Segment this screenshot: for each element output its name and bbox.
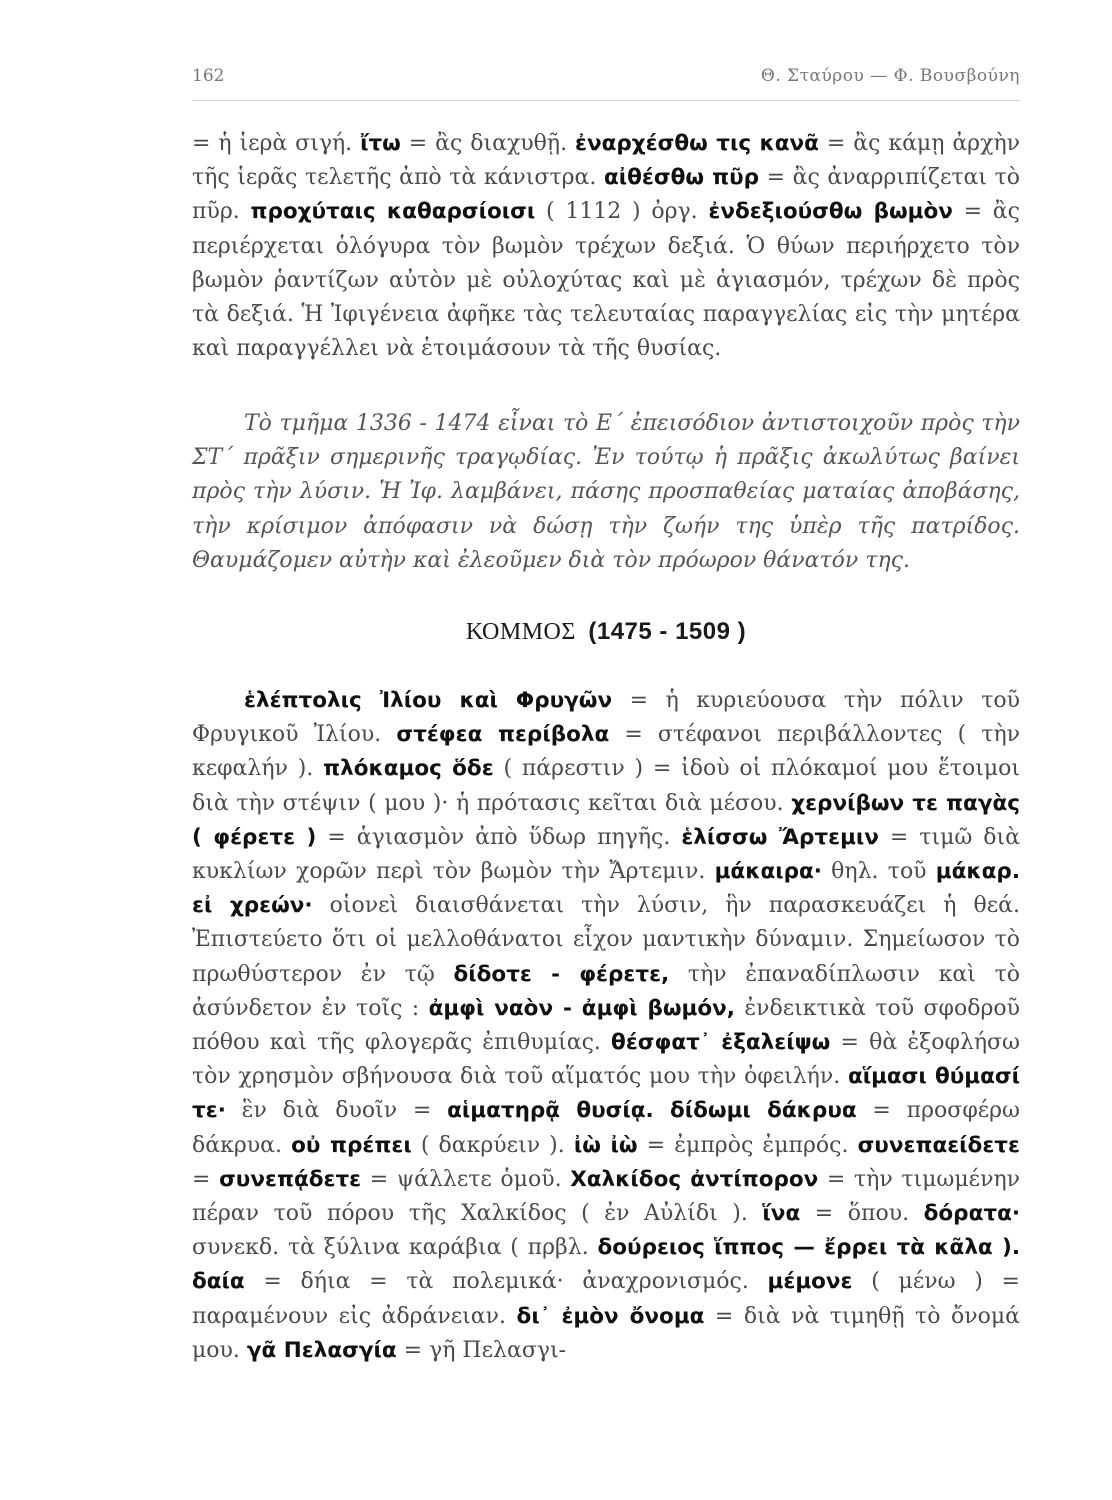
lemma: αἰθέσθω πῦρ [603,165,760,191]
lemma: προχύταις καθαρσίοισι [250,199,536,225]
page-number: 162 [192,66,225,86]
gloss-text: ( πάρεστιν ) = ἰδοὺ οἱ πλόκαμοί μου ἕτοιμοι διὰ τὴν στέψιν ( μου )· ἡ πρότασις κεῖται διὰ μέσου. [192,756,1021,816]
lemma: αἱματηρᾷ θυσίᾳ. δίδωμι δάκρυα [447,1098,857,1124]
section-title: ΚΟΜΜΟΣ [465,619,576,645]
gloss-text: = ἡ ἱερὰ σιγή. [192,131,361,156]
lemma: στέφεα περίβολα [396,722,610,748]
lemma: ἵνα [762,1201,801,1227]
lemma: ἐναρχέσθω τις κανᾶ [575,131,819,156]
gloss-text: = θὰ ἐξοφλήσω τὸν χρησμὸν σβήνουσα διὰ τοῦ αἵματός μου τὴν ὀφειλήν. [192,1030,1020,1090]
lemma: συνεπαείδετε [857,1132,1020,1158]
lemma: μέμονε [767,1269,853,1295]
kommos-paragraph [192,684,1020,1368]
lemma: οὐ πρέπει [291,1132,412,1158]
lemma: θέσφατ᾽ ἐξαλείψω [611,1030,831,1056]
gloss-text: = [192,1166,220,1192]
gloss-text: τὴν ἐπαναδίπλωσιν καὶ τὸ ἀσύνδετον ἐν τοῖς : [192,961,1020,1021]
lemma: δούρειος ἵππος — ἔρρει τὰ κᾶλα ). δαία [192,1235,1020,1295]
lemma: δίδοτε - φέρετε, [453,961,670,987]
lemma: δι᾽ ἐμὸν ὄνομα [516,1303,705,1329]
gloss-text: = ἡ κυριεύουσα τὴν πόλιν τοῦ Φρυγικοῦ Ἰλίου. [192,688,1020,748]
gloss-text: = ἂς περιέρχεται ὁλόγυρα τὸν βωμὸν τρέχων δεξιά. Ὁ θύων περιήρχετο τὸν βωμὸν ῥαντίζων αὐτὸν μὲ οὐλοχύτας καὶ μὲ ἁγιασμόν, τρέχων δὲ πρὸς τὰ δεξιά. Ἡ Ἰφιγένεια ἀφῆκε τὰς τελευταίας παραγγελίας εἰς τὴν μητέρα καὶ παραγγέλλει νὰ ἑτοιμάσουν τὰ τῆς θυσίας. [192,199,1020,362]
gloss-text: οἱονεὶ διαισθάνεται τὴν λύσιν, ἣν παρασκευάζει ἡ θεά. Ἐπιστεύετο ὅτι οἱ μελλοθάνατοι εἶχον μαντικὴν δύναμιν. Σημείωσον τὸ πρωθύστερον ἐν τῷ [192,893,1020,987]
gloss-text: = ἐμπρὸς ἐμπρός. [637,1132,858,1158]
glosses-paragraph [192,127,1020,366]
gloss-text: = δήια = τὰ πολεμικά· ἀναχρονισμός. [244,1269,768,1295]
lemma: ἐνδεξιούσθω βωμὸν [708,199,953,225]
commentary-paragraph [192,407,1020,578]
gloss-text: = προσφέρω δάκρυα. [192,1098,1020,1158]
lemma: ἑλέπτολις Ἰλίου καὶ Φρυγῶν [244,688,613,713]
glosses-text [192,127,1020,366]
lemma: χερνίβων τε παγὰς ( φέρετε ) [192,790,1020,850]
section-line-range: (1475 - 1509 ) [588,618,747,645]
lemma: αἵμασι θύμασί τε· [192,1064,1020,1124]
gloss-text: ἐνδεικτικὰ τοῦ σφοδροῦ πόθου καὶ τῆς φλογερᾶς ἐπιθυμίας. [192,995,1020,1056]
lemma: γᾶ Πελασγία [246,1337,397,1363]
gloss-text: = ἂς ἀναρριπίζεται τὸ πῦρ. [192,165,1021,225]
lemma: μάκαρ. εἰ χρεών· [192,859,1020,919]
commentary-text: Τὸ τμῆμα 1336 - 1474 εἶναι τὸ Ε΄ ἐπεισόδιον ἀντιστοιχοῦν πρὸς τὴν ΣΤ΄ πρᾶξιν σημερινῆς τραγῳδίας. Ἐν τούτῳ ἡ πρᾶξις ἀκωλύτως βαίνει πρὸς τὴν λύσιν. Ἡ Ἰφ. λαμβάνει, πάσης προσπαθείας ματαίας ἀποβάσης, τὴν κρίσιμον ἀπόφασιν νὰ δώσῃ τὴν ζωήν της ὑπὲρ τῆς πατρίδος. Θαυμάζομεν αὐτὴν καὶ ἐλεοῦμεν διὰ τὸν πρόωρον θάνατόν της. [192,411,1020,573]
gloss-text: = γῆ Πελασγι- [396,1337,567,1363]
gloss-text: = ψάλλετε ὁμοῦ. [361,1166,571,1192]
gloss-text: ( μένω ) = παραμένουν εἰς ἀδράνειαν. [192,1269,1020,1329]
gloss-text: συνεκδ. τὰ ξύλινα καράβια ( πρβλ. [192,1235,598,1261]
gloss-text: = στέφανοι περιβάλλοντες ( τὴν κεφαλήν ). [192,722,1020,782]
lemma: ἴτω [360,131,401,156]
running-title: Θ. Σταύρου — Φ. Βουσβούνη [760,66,1020,86]
gloss-text: = τιμῶ διὰ κυκλίων χορῶν περὶ τὸν βωμὸν τὴν Ἄρτεμιν. [192,824,1020,885]
lemma: ἰὼ ἰὼ [573,1132,638,1158]
gloss-text: ( 1112 ) ὀργ. [535,199,709,225]
gloss-text: = διὰ νὰ τιμηθῇ τὸ ὄνομά μου. [192,1303,1020,1363]
gloss-text: = ἂς διαχυθῇ. [400,131,576,156]
header-rule [192,100,1020,101]
lemma: δόρατα· [923,1201,1021,1227]
kommos-text [192,684,1020,1368]
gloss-text: = ἂς κάμῃ ἀρχὴν τῆς ἱερᾶς τελετῆς ἀπὸ τὰ κάνιστρα. [192,131,1020,191]
gloss-text: ἓν διὰ δυοῖν = [225,1098,448,1124]
gloss-text: ( δακρύειν ). [411,1132,574,1158]
lemma: πλόκαμος ὅδε [323,756,494,782]
gloss-text: = ὅπου. [800,1201,924,1227]
section-heading [192,618,1020,646]
lemma: συνεπᾴδετε [219,1166,362,1192]
page-header [192,66,1020,94]
gloss-text: θηλ. τοῦ [821,859,936,885]
gloss-text: = ἁγιασμὸν ἀπὸ ὕδωρ πηγῆς. [316,824,682,850]
lemma: ἀμφὶ ναὸν - ἀμφὶ βωμόν, [428,995,735,1021]
gloss-text: = τὴν τιμωμένην πέραν τοῦ πόρου τῆς Χαλκίδος ( ἐν Αὐλίδι ). [192,1166,1020,1227]
lemma: μάκαιρα· [714,859,822,885]
lemma: ἑλίσσω Ἄρτεμιν [681,824,879,850]
lemma: Χαλκίδος ἀντίπορον [570,1166,819,1192]
